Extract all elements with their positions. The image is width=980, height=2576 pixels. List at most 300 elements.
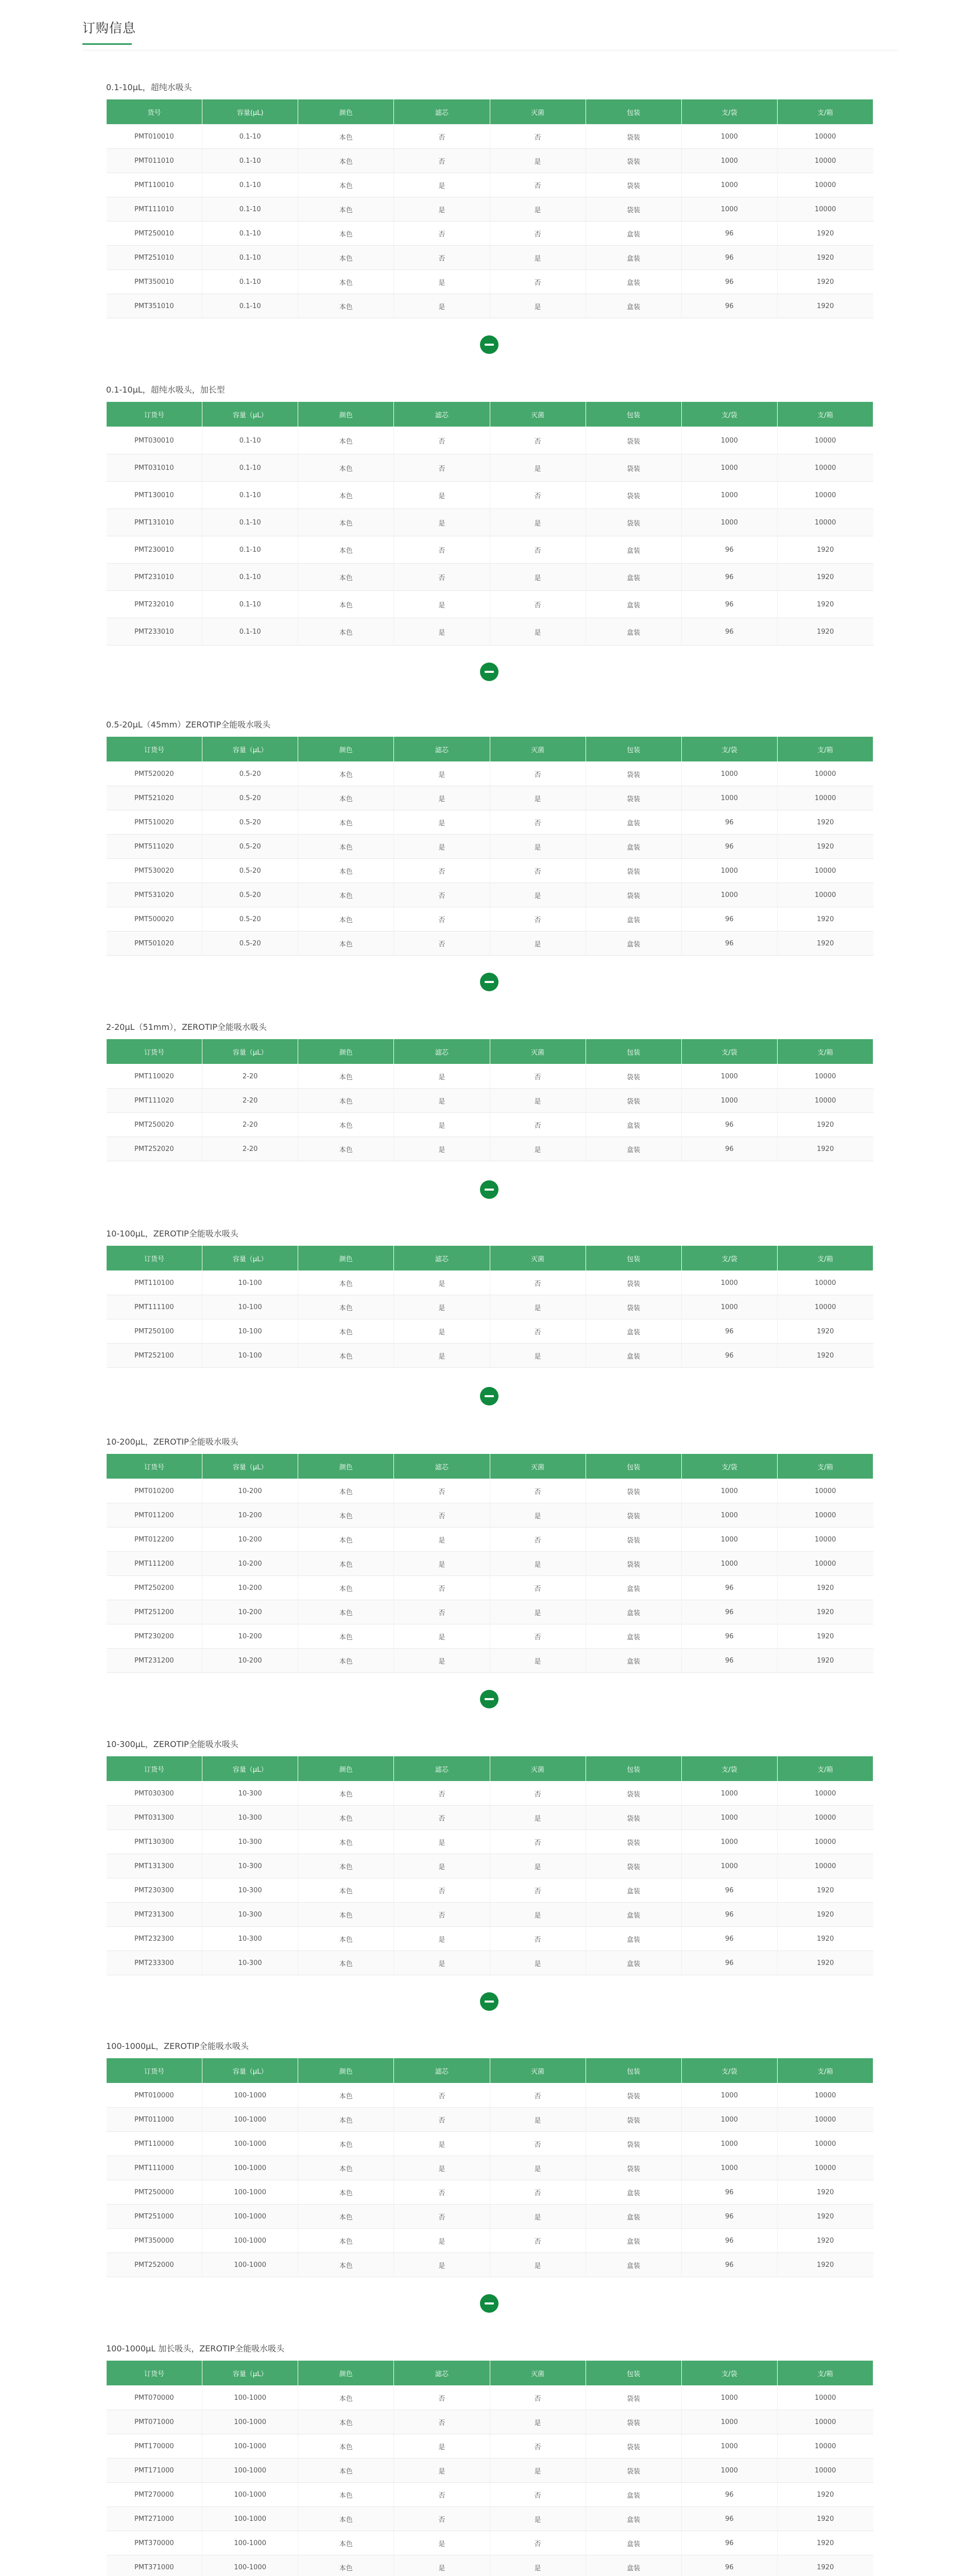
table-row bbox=[107, 1600, 873, 1624]
page-title: 订购信息 bbox=[82, 21, 136, 36]
table-row bbox=[107, 1344, 873, 1368]
table-cell: 是 bbox=[394, 482, 490, 509]
table-cell: 1000 bbox=[681, 1089, 777, 1113]
table-cell: 1000 bbox=[681, 454, 777, 482]
table-row bbox=[107, 859, 873, 883]
table-cell: 盒装 bbox=[586, 2483, 681, 2507]
table-cell: 袋装 bbox=[586, 1830, 681, 1854]
table-cell: 100-1000 bbox=[202, 2156, 298, 2180]
table-cell: 袋装 bbox=[586, 1064, 681, 1089]
table-cell: 盒装 bbox=[586, 835, 681, 859]
table-cell: 1000 bbox=[681, 1479, 777, 1503]
collapse-minus-icon[interactable] bbox=[480, 1387, 498, 1405]
table-cell: 否 bbox=[490, 1271, 586, 1295]
table-cell: 0.1-10 bbox=[202, 246, 298, 270]
table-row bbox=[107, 835, 873, 859]
table-cell: 否 bbox=[490, 859, 586, 883]
table-cell: PMT250200 bbox=[107, 1576, 202, 1600]
table-cell: 10-200 bbox=[202, 1576, 298, 1600]
table-cell: PMT232010 bbox=[107, 591, 202, 618]
table-cell: PMT231010 bbox=[107, 564, 202, 591]
table-cell: 本色 bbox=[298, 482, 394, 509]
table-cell: 0.5-20 bbox=[202, 883, 298, 907]
table-cell: 1000 bbox=[681, 125, 777, 149]
table-row bbox=[107, 125, 873, 149]
table-cell: 是 bbox=[490, 1295, 586, 1319]
table-cell: 10000 bbox=[777, 1271, 873, 1295]
section-caption: 10-100μL，ZEROTIP全能吸水吸头 bbox=[106, 1229, 238, 1239]
table-cell: PMT170000 bbox=[107, 2434, 202, 2459]
table-cell: PMT131010 bbox=[107, 509, 202, 536]
table-cell: 否 bbox=[490, 2180, 586, 2205]
table-cell: 10000 bbox=[777, 2386, 873, 2410]
table-cell: 1000 bbox=[681, 197, 777, 222]
table-cell: 是 bbox=[394, 2555, 490, 2576]
table-cell: 1000 bbox=[681, 1528, 777, 1552]
table-cell: PMT351010 bbox=[107, 294, 202, 318]
order-table bbox=[106, 1453, 873, 1673]
table-cell: 袋装 bbox=[586, 1854, 681, 1878]
table-cell: 本色 bbox=[298, 2132, 394, 2156]
table-cell: 否 bbox=[490, 810, 586, 835]
table-cell: 否 bbox=[394, 427, 490, 454]
table-cell: 是 bbox=[394, 1137, 490, 1161]
collapse-minus-icon[interactable] bbox=[480, 335, 498, 354]
table-cell: 0.1-10 bbox=[202, 454, 298, 482]
table-cell: 96 bbox=[681, 2507, 777, 2531]
table-cell: 1000 bbox=[681, 1854, 777, 1878]
table-cell: 1920 bbox=[777, 270, 873, 294]
column-header: 订货号 bbox=[107, 737, 202, 762]
table-cell: PMT011000 bbox=[107, 2108, 202, 2132]
table-row bbox=[107, 2555, 873, 2576]
table-header-row bbox=[107, 1039, 873, 1064]
table-row bbox=[107, 1782, 873, 1806]
table-cell: 1000 bbox=[681, 2108, 777, 2132]
table-cell: 本色 bbox=[298, 1528, 394, 1552]
table-row bbox=[107, 591, 873, 618]
table-cell: 0.5-20 bbox=[202, 762, 298, 786]
title-underline bbox=[82, 43, 132, 45]
table-cell: 袋装 bbox=[586, 482, 681, 509]
table-row bbox=[107, 1576, 873, 1600]
table-cell: PMT501020 bbox=[107, 931, 202, 956]
table-cell: 是 bbox=[490, 1903, 586, 1927]
table-cell: 10000 bbox=[777, 1830, 873, 1854]
table-cell: 是 bbox=[490, 1503, 586, 1528]
table-cell: 否 bbox=[490, 1064, 586, 1089]
table-cell: 1920 bbox=[777, 1927, 873, 1951]
column-header: 灭菌 bbox=[490, 2361, 586, 2386]
table-cell: 本色 bbox=[298, 810, 394, 835]
table-cell: 是 bbox=[394, 1295, 490, 1319]
table-cell: 袋装 bbox=[586, 786, 681, 810]
table-row bbox=[107, 2205, 873, 2229]
table-row bbox=[107, 454, 873, 482]
table-cell: 本色 bbox=[298, 427, 394, 454]
table-cell: 是 bbox=[394, 2156, 490, 2180]
table-cell: 0.1-10 bbox=[202, 222, 298, 246]
column-header: 支/箱 bbox=[777, 1246, 873, 1271]
table-cell: 是 bbox=[394, 1528, 490, 1552]
table-cell: 本色 bbox=[298, 1782, 394, 1806]
column-header: 订货号 bbox=[107, 2361, 202, 2386]
table-cell: 1000 bbox=[681, 1295, 777, 1319]
table-cell: 是 bbox=[394, 1319, 490, 1344]
table-cell: PMT110010 bbox=[107, 173, 202, 197]
table-cell: 是 bbox=[394, 1089, 490, 1113]
table-cell: 是 bbox=[490, 564, 586, 591]
table-cell: 是 bbox=[490, 2507, 586, 2531]
table-cell: 盒装 bbox=[586, 591, 681, 618]
table-cell: 96 bbox=[681, 1878, 777, 1903]
table-row bbox=[107, 2531, 873, 2555]
table-cell: 96 bbox=[681, 591, 777, 618]
column-header: 支/袋 bbox=[681, 2361, 777, 2386]
table-cell: PMT233010 bbox=[107, 618, 202, 646]
table-cell: 否 bbox=[394, 2483, 490, 2507]
table-cell: PMT111200 bbox=[107, 1552, 202, 1576]
column-header: 灭菌 bbox=[490, 2058, 586, 2083]
table-cell: PMT520020 bbox=[107, 762, 202, 786]
table-cell: 否 bbox=[490, 222, 586, 246]
table-cell: 1920 bbox=[777, 1576, 873, 1600]
table-cell: 本色 bbox=[298, 1137, 394, 1161]
table-cell: 盒装 bbox=[586, 294, 681, 318]
table-cell: 10000 bbox=[777, 1089, 873, 1113]
collapse-minus-icon[interactable] bbox=[480, 663, 498, 681]
table-cell: 否 bbox=[490, 2434, 586, 2459]
table-cell: PMT531020 bbox=[107, 883, 202, 907]
table-cell: PMT371000 bbox=[107, 2555, 202, 2576]
table-cell: 是 bbox=[490, 1649, 586, 1673]
table-cell: 本色 bbox=[298, 931, 394, 956]
table-cell: 本色 bbox=[298, 149, 394, 173]
table-cell: 96 bbox=[681, 1113, 777, 1137]
table-row bbox=[107, 786, 873, 810]
table-cell: 10-100 bbox=[202, 1344, 298, 1368]
column-header: 包装 bbox=[586, 1756, 681, 1782]
table-cell: PMT230300 bbox=[107, 1878, 202, 1903]
table-cell: 否 bbox=[394, 907, 490, 931]
table-cell: 0.1-10 bbox=[202, 427, 298, 454]
table-cell: 否 bbox=[394, 931, 490, 956]
order-table bbox=[106, 401, 873, 646]
column-header: 灭菌 bbox=[490, 1246, 586, 1271]
table-cell: 1000 bbox=[681, 1806, 777, 1830]
column-header: 支/箱 bbox=[777, 737, 873, 762]
table-cell: 10000 bbox=[777, 2410, 873, 2434]
table-cell: 否 bbox=[394, 1503, 490, 1528]
table-cell: 1920 bbox=[777, 2180, 873, 2205]
table-cell: 是 bbox=[394, 1344, 490, 1368]
table-cell: 袋装 bbox=[586, 883, 681, 907]
collapse-minus-icon[interactable] bbox=[480, 1180, 498, 1199]
table-cell: 1000 bbox=[681, 1782, 777, 1806]
table-cell: 否 bbox=[490, 173, 586, 197]
column-header: 货号 bbox=[107, 99, 202, 125]
table-cell: 10000 bbox=[777, 1064, 873, 1089]
table-cell: 是 bbox=[490, 246, 586, 270]
table-cell: 是 bbox=[394, 2459, 490, 2483]
table-cell: 是 bbox=[394, 1927, 490, 1951]
table-cell: 袋装 bbox=[586, 859, 681, 883]
table-cell: 100-1000 bbox=[202, 2132, 298, 2156]
table-cell: 0.5-20 bbox=[202, 907, 298, 931]
table-cell: 否 bbox=[490, 1878, 586, 1903]
column-header: 支/袋 bbox=[681, 1246, 777, 1271]
table-cell: 100-1000 bbox=[202, 2205, 298, 2229]
table-cell: 10-200 bbox=[202, 1503, 298, 1528]
column-header: 灭菌 bbox=[490, 1756, 586, 1782]
table-cell: 96 bbox=[681, 1903, 777, 1927]
table-cell: 1000 bbox=[681, 2459, 777, 2483]
product-section bbox=[106, 82, 873, 318]
table-cell: 本色 bbox=[298, 786, 394, 810]
table-cell: 本色 bbox=[298, 2156, 394, 2180]
table-row bbox=[107, 810, 873, 835]
column-header: 灭菌 bbox=[490, 1454, 586, 1479]
table-cell: 否 bbox=[394, 564, 490, 591]
collapse-minus-icon[interactable] bbox=[480, 2294, 498, 2313]
table-cell: 是 bbox=[490, 2156, 586, 2180]
table-cell: 1920 bbox=[777, 1600, 873, 1624]
table-header-row bbox=[107, 402, 873, 427]
table-cell: 1000 bbox=[681, 1271, 777, 1295]
table-cell: 1000 bbox=[681, 149, 777, 173]
table-cell: 0.1-10 bbox=[202, 509, 298, 536]
table-row bbox=[107, 1552, 873, 1576]
table-row bbox=[107, 1830, 873, 1854]
table-cell: 本色 bbox=[298, 1319, 394, 1344]
table-cell: 2-20 bbox=[202, 1113, 298, 1137]
table-cell: 96 bbox=[681, 2555, 777, 2576]
table-cell: 100-1000 bbox=[202, 2180, 298, 2205]
table-cell: PMT110000 bbox=[107, 2132, 202, 2156]
table-cell: 100-1000 bbox=[202, 2483, 298, 2507]
table-cell: 否 bbox=[394, 2507, 490, 2531]
table-cell: 本色 bbox=[298, 173, 394, 197]
table-cell: 1920 bbox=[777, 591, 873, 618]
table-cell: 10-300 bbox=[202, 1830, 298, 1854]
table-cell: 1920 bbox=[777, 1649, 873, 1673]
table-header-row bbox=[107, 99, 873, 125]
table-cell: 10000 bbox=[777, 454, 873, 482]
table-cell: 否 bbox=[490, 1927, 586, 1951]
product-section bbox=[106, 2041, 873, 2277]
table-cell: 本色 bbox=[298, 1552, 394, 1576]
table-row bbox=[107, 197, 873, 222]
table-cell: 1000 bbox=[681, 1503, 777, 1528]
table-cell: 1000 bbox=[681, 1552, 777, 1576]
table-row bbox=[107, 2108, 873, 2132]
table-cell: 1000 bbox=[681, 2156, 777, 2180]
table-cell: 盒装 bbox=[586, 1649, 681, 1673]
column-header: 支/袋 bbox=[681, 2058, 777, 2083]
table-cell: 否 bbox=[394, 536, 490, 564]
table-cell: 10-300 bbox=[202, 1903, 298, 1927]
table-cell: 0.1-10 bbox=[202, 270, 298, 294]
table-cell: PMT010200 bbox=[107, 1479, 202, 1503]
table-cell: PMT232300 bbox=[107, 1927, 202, 1951]
table-row bbox=[107, 2386, 873, 2410]
table-cell: 1000 bbox=[681, 2132, 777, 2156]
table-cell: 96 bbox=[681, 1951, 777, 1975]
table-cell: 是 bbox=[394, 618, 490, 646]
table-cell: 1920 bbox=[777, 1344, 873, 1368]
column-header: 容量（μL） bbox=[202, 1454, 298, 1479]
table-row bbox=[107, 2180, 873, 2205]
table-cell: 1000 bbox=[681, 427, 777, 454]
table-cell: 袋装 bbox=[586, 2386, 681, 2410]
table-header-row bbox=[107, 2058, 873, 2083]
table-cell: 否 bbox=[394, 1600, 490, 1624]
collapse-minus-icon[interactable] bbox=[480, 1690, 498, 1708]
table-cell: 10000 bbox=[777, 2083, 873, 2108]
table-cell: 100-1000 bbox=[202, 2083, 298, 2108]
table-cell: PMT031300 bbox=[107, 1806, 202, 1830]
column-header: 灭菌 bbox=[490, 402, 586, 427]
table-cell: 否 bbox=[394, 2410, 490, 2434]
table-cell: 否 bbox=[490, 907, 586, 931]
table-cell: 是 bbox=[394, 835, 490, 859]
table-header-row bbox=[107, 1246, 873, 1271]
table-cell: 1920 bbox=[777, 536, 873, 564]
table-cell: 袋装 bbox=[586, 173, 681, 197]
order-table bbox=[106, 1039, 873, 1161]
table-cell: PMT231200 bbox=[107, 1649, 202, 1673]
column-header: 容量（μL） bbox=[202, 402, 298, 427]
column-header: 支/箱 bbox=[777, 99, 873, 125]
table-cell: 是 bbox=[490, 1089, 586, 1113]
section-caption: 0.5-20μL（45mm）ZEROTIP全能吸水吸头 bbox=[106, 720, 271, 730]
table-row bbox=[107, 618, 873, 646]
table-row bbox=[107, 1319, 873, 1344]
column-header: 滤芯 bbox=[394, 99, 490, 125]
column-header: 包装 bbox=[586, 2361, 681, 2386]
column-header: 滤芯 bbox=[394, 402, 490, 427]
column-header: 订货号 bbox=[107, 1756, 202, 1782]
table-cell: 盒装 bbox=[586, 2205, 681, 2229]
table-cell: 否 bbox=[394, 222, 490, 246]
collapse-minus-icon[interactable] bbox=[480, 1992, 498, 2011]
table-cell: 否 bbox=[394, 883, 490, 907]
collapse-minus-icon[interactable] bbox=[480, 973, 498, 991]
table-cell: 10000 bbox=[777, 149, 873, 173]
table-cell: PMT031010 bbox=[107, 454, 202, 482]
table-cell: 是 bbox=[394, 173, 490, 197]
table-cell: 否 bbox=[490, 2229, 586, 2253]
table-row bbox=[107, 2132, 873, 2156]
table-row bbox=[107, 1878, 873, 1903]
table-cell: 1920 bbox=[777, 1624, 873, 1649]
table-cell: 2-20 bbox=[202, 1137, 298, 1161]
table-cell: PMT110100 bbox=[107, 1271, 202, 1295]
table-cell: 本色 bbox=[298, 270, 394, 294]
table-cell: PMT131300 bbox=[107, 1854, 202, 1878]
table-row bbox=[107, 482, 873, 509]
table-cell: 是 bbox=[490, 149, 586, 173]
table-row bbox=[107, 222, 873, 246]
table-cell: 100-1000 bbox=[202, 2229, 298, 2253]
table-cell: 本色 bbox=[298, 2205, 394, 2229]
table-cell: 否 bbox=[394, 2083, 490, 2108]
table-cell: 否 bbox=[394, 2180, 490, 2205]
table-cell: 本色 bbox=[298, 454, 394, 482]
table-cell: PMT171000 bbox=[107, 2459, 202, 2483]
table-cell: 本色 bbox=[298, 197, 394, 222]
table-cell: 是 bbox=[490, 509, 586, 536]
table-cell: 10-300 bbox=[202, 1951, 298, 1975]
table-cell: 本色 bbox=[298, 1503, 394, 1528]
table-cell: 本色 bbox=[298, 294, 394, 318]
table-cell: 10-200 bbox=[202, 1649, 298, 1673]
column-header: 滤芯 bbox=[394, 1454, 490, 1479]
table-cell: 袋装 bbox=[586, 1271, 681, 1295]
table-row bbox=[107, 149, 873, 173]
table-row bbox=[107, 564, 873, 591]
table-cell: PMT350000 bbox=[107, 2229, 202, 2253]
column-header: 颜色 bbox=[298, 1039, 394, 1064]
table-cell: 本色 bbox=[298, 1854, 394, 1878]
table-cell: 96 bbox=[681, 2205, 777, 2229]
table-cell: PMT111100 bbox=[107, 1295, 202, 1319]
table-cell: 10000 bbox=[777, 2459, 873, 2483]
table-cell: 100-1000 bbox=[202, 2253, 298, 2277]
table-cell: 本色 bbox=[298, 536, 394, 564]
table-cell: 0.1-10 bbox=[202, 564, 298, 591]
table-cell: 96 bbox=[681, 2531, 777, 2555]
section-caption: 10-200μL，ZEROTIP全能吸水吸头 bbox=[106, 1437, 238, 1447]
table-cell: 否 bbox=[394, 1576, 490, 1600]
table-cell: 否 bbox=[490, 1830, 586, 1854]
table-cell: 是 bbox=[490, 2410, 586, 2434]
column-header: 订货号 bbox=[107, 402, 202, 427]
table-cell: 否 bbox=[394, 1806, 490, 1830]
table-cell: 10000 bbox=[777, 762, 873, 786]
table-cell: 10-200 bbox=[202, 1479, 298, 1503]
table-cell: 袋装 bbox=[586, 454, 681, 482]
column-header: 支/袋 bbox=[681, 99, 777, 125]
table-cell: 是 bbox=[490, 931, 586, 956]
table-cell: 10-300 bbox=[202, 1854, 298, 1878]
table-cell: 否 bbox=[490, 1576, 586, 1600]
table-row bbox=[107, 1927, 873, 1951]
table-cell: 本色 bbox=[298, 1113, 394, 1137]
table-cell: 否 bbox=[490, 536, 586, 564]
column-header: 包装 bbox=[586, 1039, 681, 1064]
table-cell: 1000 bbox=[681, 762, 777, 786]
table-cell: 盒装 bbox=[586, 1137, 681, 1161]
table-cell: 盒装 bbox=[586, 1903, 681, 1927]
table-cell: 否 bbox=[490, 1113, 586, 1137]
table-cell: 96 bbox=[681, 931, 777, 956]
table-cell: 1920 bbox=[777, 835, 873, 859]
column-header: 支/袋 bbox=[681, 737, 777, 762]
column-header: 颜色 bbox=[298, 402, 394, 427]
table-cell: 本色 bbox=[298, 2386, 394, 2410]
table-cell: 1920 bbox=[777, 1137, 873, 1161]
table-cell: 是 bbox=[490, 1552, 586, 1576]
table-cell: 是 bbox=[490, 1137, 586, 1161]
table-cell: 10000 bbox=[777, 2434, 873, 2459]
table-cell: 本色 bbox=[298, 1089, 394, 1113]
table-cell: 否 bbox=[490, 762, 586, 786]
table-cell: 袋装 bbox=[586, 762, 681, 786]
table-cell: 盒装 bbox=[586, 2531, 681, 2555]
table-header-row bbox=[107, 1756, 873, 1782]
table-cell: 本色 bbox=[298, 1344, 394, 1368]
